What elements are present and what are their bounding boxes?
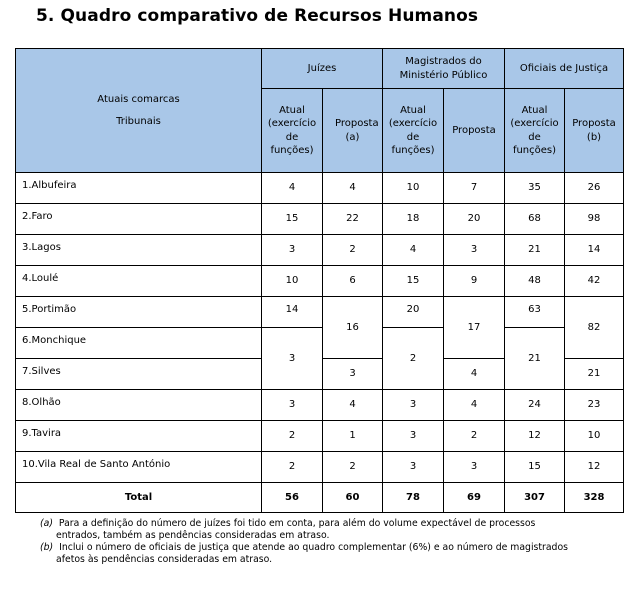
row-header-cell [16, 49, 262, 173]
cell-mp-proposta: 4 [444, 390, 505, 421]
cell-oj-atual: 24 [505, 390, 565, 421]
group-header-magistrados: Magistrados do Ministério Público [383, 49, 505, 89]
footnotes [40, 518, 600, 566]
cell-juizes-proposta: 2 [323, 235, 383, 266]
subheader-juizes-atual: Atual (exercício de funções) [262, 89, 323, 173]
cell-oj-atual: 21 [505, 235, 565, 266]
cell-juizes-atual: 2 [262, 421, 323, 452]
cell-juizes-proposta-merged: 16 [323, 297, 383, 359]
group-header-oficiais: Oficiais de Justiça [505, 49, 624, 89]
total-oj-proposta: 328 [565, 483, 624, 513]
cell-juizes-proposta: 6 [323, 266, 383, 297]
cell-oj-atual: 68 [505, 204, 565, 235]
cell-oj-proposta: 42 [565, 266, 624, 297]
table-row [16, 421, 624, 452]
cell-mp-proposta: 3 [444, 235, 505, 266]
cell-oj-atual: 63 [505, 297, 565, 328]
total-oj-atual: 307 [505, 483, 565, 513]
cell-juizes-proposta: 22 [323, 204, 383, 235]
subheader-oj-proposta: Proposta (b) [565, 89, 624, 173]
total-juizes-proposta: 60 [323, 483, 383, 513]
table-row [16, 452, 624, 483]
cell-juizes-atual: 4 [262, 173, 323, 204]
group-header-juizes: Juízes [262, 49, 383, 89]
row-name: 2.Faro [16, 204, 262, 235]
total-juizes-atual: 56 [262, 483, 323, 513]
total-label: Total [16, 483, 262, 513]
footnote-b [40, 542, 600, 566]
cell-oj-atual: 15 [505, 452, 565, 483]
cell-juizes-atual: 3 [262, 390, 323, 421]
cell-mp-atual: 20 [383, 297, 444, 328]
cell-mp-proposta: 4 [444, 359, 505, 390]
cell-juizes-proposta: 4 [323, 390, 383, 421]
subheader-mp-atual: Atual (exercício de funções) [383, 89, 444, 173]
footnote-a [40, 518, 600, 542]
subheader-juizes-proposta: Proposta (a) [323, 89, 383, 173]
cell-oj-proposta-merged: 82 [565, 297, 624, 359]
row-name: 4.Loulé [16, 266, 262, 297]
footnote-b-line1: Inclui o número de oficiais de justiça que atende ao quadro complementar (6%) e ao número de magistrados [59, 542, 568, 553]
footnote-b-mark: (b) [40, 542, 54, 553]
table-row [16, 173, 624, 204]
total-row [16, 483, 624, 513]
cell-juizes-atual: 14 [262, 297, 323, 328]
row-header-label-1: Atuais comarcas [97, 94, 180, 105]
table-row [16, 235, 624, 266]
cell-oj-proposta: 21 [565, 359, 624, 390]
footnote-b-line2: afetos às pendências consideradas em atraso. [56, 554, 273, 565]
row-name: 5.Portimão [16, 297, 262, 328]
cell-juizes-atual: 15 [262, 204, 323, 235]
subheader-mp-proposta: Proposta [444, 89, 505, 173]
cell-juizes-atual-merged: 3 [262, 328, 323, 390]
cell-oj-atual: 48 [505, 266, 565, 297]
cell-oj-atual: 12 [505, 421, 565, 452]
cell-mp-atual: 3 [383, 421, 444, 452]
footnote-a-line1: Para a definição do número de juízes foi tido em conta, para além do volume expectável de processos [58, 518, 536, 529]
row-name: 1.Albufeira [16, 173, 262, 204]
row-name: 7.Silves [16, 359, 262, 390]
cell-juizes-atual: 10 [262, 266, 323, 297]
row-name: 3.Lagos [16, 235, 262, 266]
total-mp-proposta: 69 [444, 483, 505, 513]
cell-juizes-atual: 3 [262, 235, 323, 266]
row-header-label-2: Tribunais [116, 115, 161, 127]
cell-mp-proposta: 20 [444, 204, 505, 235]
row-name: 8.Olhão [16, 390, 262, 421]
cell-mp-atual: 3 [383, 390, 444, 421]
row-name: 6.Monchique [16, 328, 262, 359]
row-name: 9.Tavira [16, 421, 262, 452]
cell-oj-proposta: 10 [565, 421, 624, 452]
cell-mp-atual: 10 [383, 173, 444, 204]
table-row [16, 204, 624, 235]
cell-mp-atual: 4 [383, 235, 444, 266]
cell-oj-atual-merged: 21 [505, 328, 565, 390]
cell-mp-atual-merged: 2 [383, 328, 444, 390]
cell-juizes-proposta: 3 [323, 359, 383, 390]
cell-oj-proposta: 12 [565, 452, 624, 483]
cell-juizes-proposta: 4 [323, 173, 383, 204]
cell-juizes-proposta: 1 [323, 421, 383, 452]
cell-oj-proposta: 23 [565, 390, 624, 421]
table-row [16, 297, 624, 328]
cell-mp-atual: 15 [383, 266, 444, 297]
footnote-a-mark: (a) [40, 518, 53, 529]
total-mp-atual: 78 [383, 483, 444, 513]
cell-mp-proposta-merged: 17 [444, 297, 505, 359]
cell-juizes-proposta: 2 [323, 452, 383, 483]
subheader-oj-atual: Atual (exercício de funções) [505, 89, 565, 173]
cell-mp-atual: 3 [383, 452, 444, 483]
table-row [16, 390, 624, 421]
cell-mp-proposta: 2 [444, 421, 505, 452]
row-name: 10.Vila Real de Santo António [16, 452, 262, 483]
table-row [16, 328, 624, 359]
cell-oj-proposta: 98 [565, 204, 624, 235]
human-resources-table [15, 48, 624, 513]
cell-juizes-atual: 2 [262, 452, 323, 483]
page-title: 5. Quadro comparativo de Recursos Humanos [36, 6, 479, 26]
footnote-a-line2: entrados, também as pendências consideradas em atraso. [56, 530, 330, 541]
cell-oj-atual: 35 [505, 173, 565, 204]
table-row [16, 266, 624, 297]
cell-oj-proposta: 14 [565, 235, 624, 266]
cell-mp-proposta: 3 [444, 452, 505, 483]
cell-mp-atual: 18 [383, 204, 444, 235]
cell-mp-proposta: 9 [444, 266, 505, 297]
cell-mp-proposta: 7 [444, 173, 505, 204]
cell-oj-proposta: 26 [565, 173, 624, 204]
